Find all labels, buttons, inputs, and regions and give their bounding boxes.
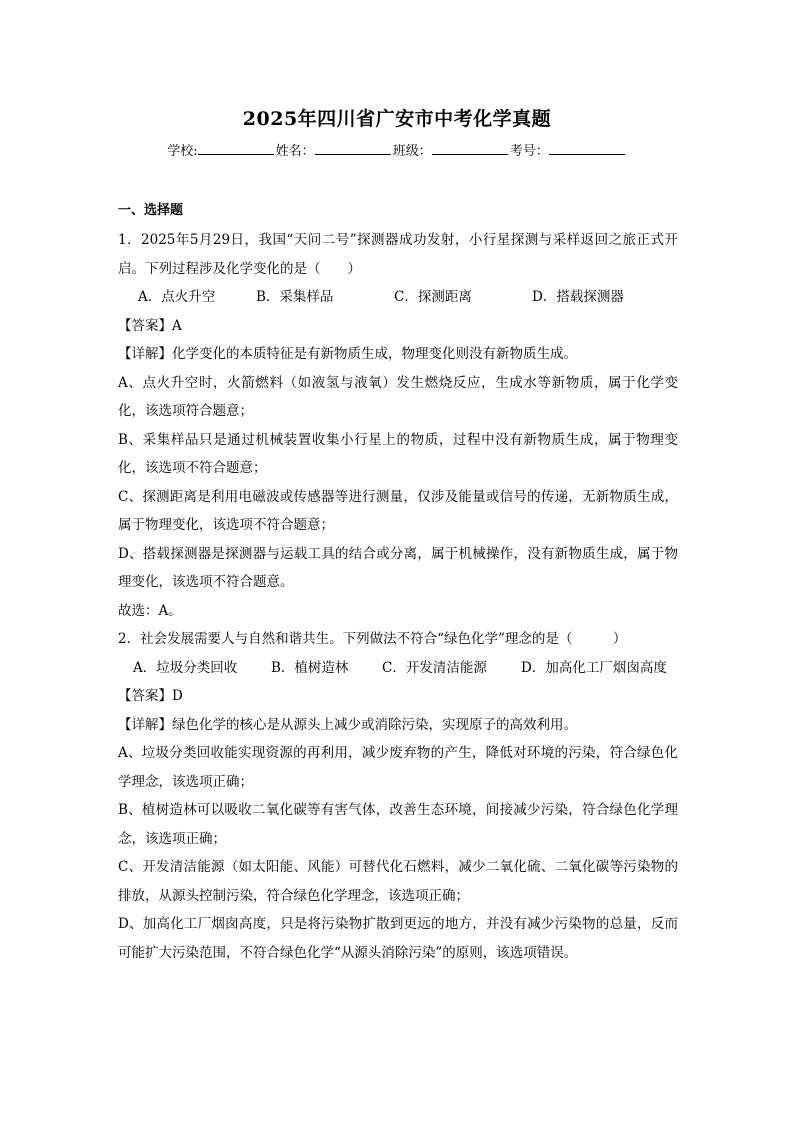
q1-option-a: A．点火升空 xyxy=(138,289,216,305)
q2-analysis: 【详解】绿色化学的核心是从源头上减少或消除污染，实现原子的高效利用。 xyxy=(118,716,577,733)
q2-answer: 【答案】D xyxy=(118,688,183,704)
q1-stem: 1．2025年5月29日，我国“天问二号”探测器成功发射，小行星探测与采样返回之旅正式开启。下列过程涉及化学变化的是（ ） xyxy=(118,232,678,277)
name-label: 姓名： xyxy=(275,144,315,159)
q2-detail-a: A、垃圾分类回收能实现资源的再利用，减少废弃物的产生，降低对环境的污染，符合绿色化学理念，该选项正确； xyxy=(118,745,678,790)
q2-option-b: B．植树造林 xyxy=(271,659,349,676)
school-blank xyxy=(198,142,274,155)
q1-detail-b: B、采集样品只是通过机械装置收集小行星上的物质，过程中没有新物质生成，属于物理变化，该选项不符合题意； xyxy=(118,431,678,476)
q1-option-b: B．采集样品 xyxy=(256,289,334,305)
exam-no-blank xyxy=(549,142,625,155)
q1-options xyxy=(118,283,678,312)
class-blank xyxy=(432,142,508,155)
student-info-line xyxy=(0,140,794,159)
q1-answer: 【答案】A xyxy=(118,317,182,334)
q2-detail-b: B、植树造林可以吸收二氧化碳等有害气体，改善生态环境，间接减少污染，符合绿色化学理念，该选项正确； xyxy=(118,802,678,847)
q2-options xyxy=(118,654,678,683)
q2-option-a: A．垃圾分类回收 xyxy=(133,659,238,676)
q2-option-c: C．开发清洁能源 xyxy=(382,659,487,676)
q1-analysis: 【详解】化学变化的本质特征是有新物质生成，物理变化则没有新物质生成。 xyxy=(118,346,577,362)
q2-option-d: D．加高化工厂烟囱高度 xyxy=(521,659,667,676)
name-blank xyxy=(315,142,391,155)
q1-option-c: C．探测距离 xyxy=(394,289,472,305)
class-label: 班级： xyxy=(392,144,432,159)
exam-no-label: 考号： xyxy=(509,144,549,159)
q2-stem: 2．社会发展需要人与自然和谐共生。下列做法不符合“绿色化学”理念的是（ ） xyxy=(118,631,627,647)
q1-conclusion: 故选：A。 xyxy=(118,602,182,619)
q2-detail-d: D、加高化工厂烟囱高度，只是将污染物扩散到更远的地方，并没有减少污染物的总量，反而可能扩大污染范围，不符合绿色化学“从源头消除污染”的原则，该选项错误。 xyxy=(118,916,678,961)
school-label: 学校: xyxy=(167,144,198,159)
q1-detail-d: D、搭载探测器是探测器与运载工具的结合或分离，属于机械操作，没有新物质生成，属于物理变化，该选项不符合题意。 xyxy=(118,545,678,590)
q1-detail-a: A、点火升空时，火箭燃料（如液氢与液氧）发生燃烧反应，生成水等新物质，属于化学变化，该选项符合题意； xyxy=(118,374,678,419)
document-body xyxy=(118,200,678,967)
q2-detail-c: C、开发清洁能源（如太阳能、风能）可替代化石燃料，减少二氧化硫、二氧化碳等污染物的排放，从源头控制污染，符合绿色化学理念，该选项正确； xyxy=(118,859,678,904)
q1-option-d: D．搭载探测器 xyxy=(532,289,624,305)
section-heading: 一、选择题 xyxy=(118,203,184,218)
page-title: 2025年四川省广安市中考化学真题 xyxy=(242,108,552,130)
q1-detail-c: C、探测距离是利用电磁波或传感器等进行测量，仅涉及能量或信号的传递，无新物质生成，属于物理变化，该选项不符合题意； xyxy=(118,488,678,533)
